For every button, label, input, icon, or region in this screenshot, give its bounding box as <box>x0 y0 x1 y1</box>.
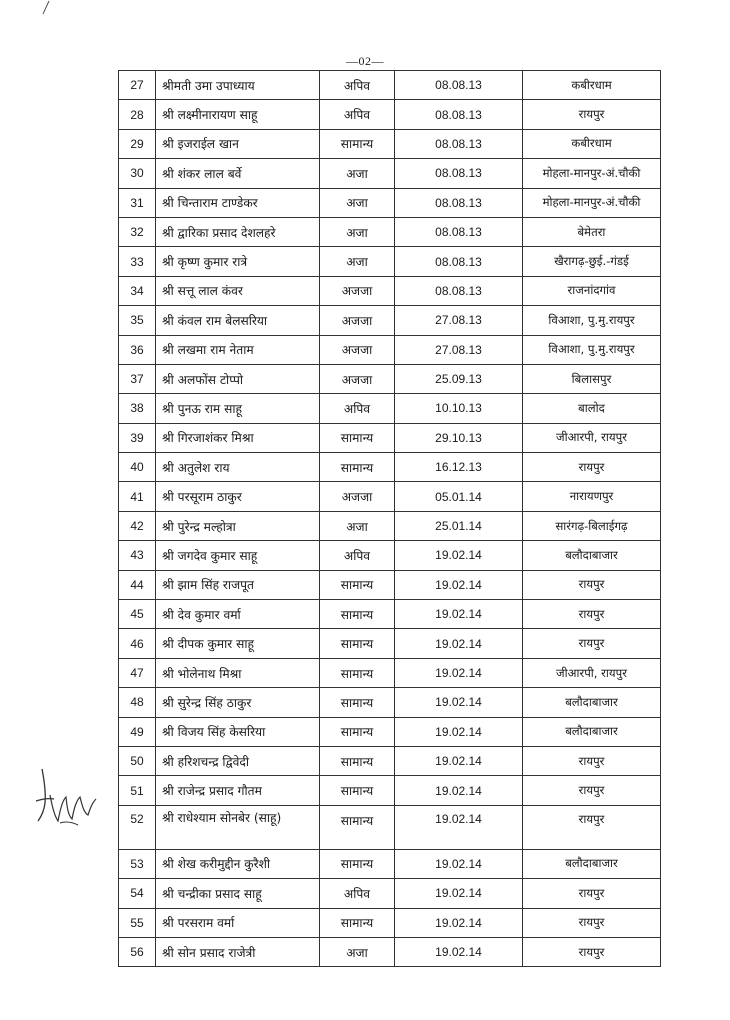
employee-name-cell: श्री सत्तू लाल कंवर <box>156 276 320 305</box>
employee-name-cell: श्री शंकर लाल बर्वे <box>156 159 320 188</box>
employee-name-cell: श्री इजराईल खान <box>156 129 320 158</box>
category-cell: सामान्य <box>320 746 395 775</box>
posting-place-cell: रायपुर <box>523 805 661 849</box>
posting-place-cell: बालोद <box>523 394 661 423</box>
date-cell: 19.02.14 <box>395 805 523 849</box>
serial-number-cell: 40 <box>119 453 156 482</box>
serial-number-cell: 41 <box>119 482 156 511</box>
serial-number-cell: 29 <box>119 129 156 158</box>
category-cell: अजा <box>320 217 395 246</box>
date-cell: 08.08.13 <box>395 129 523 158</box>
table-row <box>119 937 661 966</box>
posting-place-cell: रायपुर <box>523 100 661 129</box>
employee-name-cell: श्री कृष्ण कुमार रात्रे <box>156 247 320 276</box>
posting-place-cell: रायपुर <box>523 879 661 908</box>
table-row <box>119 423 661 452</box>
date-cell: 19.02.14 <box>395 541 523 570</box>
serial-number-cell: 28 <box>119 100 156 129</box>
date-cell: 08.08.13 <box>395 217 523 246</box>
date-cell: 19.02.14 <box>395 746 523 775</box>
table-row <box>119 805 661 849</box>
date-cell: 08.08.13 <box>395 247 523 276</box>
table-row <box>119 159 661 188</box>
category-cell: सामान्य <box>320 600 395 629</box>
table-row <box>119 688 661 717</box>
date-cell: 08.08.13 <box>395 71 523 100</box>
serial-number-cell: 37 <box>119 364 156 393</box>
posting-place-cell: मोहला-मानपुर-अं.चौकी <box>523 159 661 188</box>
category-cell: अपिव <box>320 100 395 129</box>
table-row <box>119 335 661 364</box>
category-cell: सामान्य <box>320 129 395 158</box>
serial-number-cell: 55 <box>119 908 156 937</box>
posting-place-cell: बलौदाबाजार <box>523 717 661 746</box>
serial-number-cell: 50 <box>119 746 156 775</box>
employee-name-cell: श्री परसराम वर्मा <box>156 908 320 937</box>
category-cell: सामान्य <box>320 717 395 746</box>
posting-place-cell: रायपुर <box>523 570 661 599</box>
serial-number-cell: 38 <box>119 394 156 423</box>
date-cell: 19.02.14 <box>395 879 523 908</box>
date-cell: 08.08.13 <box>395 276 523 305</box>
employee-name-cell: श्री हरिशचन्द्र द्विवेदी <box>156 746 320 775</box>
serial-number-cell: 34 <box>119 276 156 305</box>
table-row <box>119 482 661 511</box>
posting-place-cell: सारंगढ़-बिलाईगढ़ <box>523 511 661 540</box>
table-row <box>119 364 661 393</box>
posting-place-cell: जीआरपी, रायपुर <box>523 658 661 687</box>
employee-name-cell: श्री देव कुमार वर्मा <box>156 600 320 629</box>
posting-place-cell: बलौदाबाजार <box>523 541 661 570</box>
date-cell: 19.02.14 <box>395 937 523 966</box>
employee-name-cell: श्री सुरेन्द्र सिंह ठाकुर <box>156 688 320 717</box>
handwritten-initials-signature <box>32 765 104 831</box>
posting-place-cell: रायपुर <box>523 908 661 937</box>
category-cell: सामान्य <box>320 453 395 482</box>
posting-place-cell: राजनांदगांव <box>523 276 661 305</box>
table-row <box>119 217 661 246</box>
date-cell: 19.02.14 <box>395 776 523 805</box>
employee-name-cell: श्री लखमा राम नेताम <box>156 335 320 364</box>
table-row <box>119 717 661 746</box>
table-row <box>119 394 661 423</box>
posting-place-cell: बलौदाबाजार <box>523 849 661 878</box>
date-cell: 29.10.13 <box>395 423 523 452</box>
category-cell: अजा <box>320 937 395 966</box>
serial-number-cell: 45 <box>119 600 156 629</box>
employee-name-cell: श्री लक्ष्मीनारायण साहू <box>156 100 320 129</box>
category-cell: अजजा <box>320 276 395 305</box>
posting-place-cell: बलौदाबाजार <box>523 688 661 717</box>
table-row <box>119 188 661 217</box>
table-row <box>119 306 661 335</box>
stray-pen-mark <box>40 0 52 16</box>
date-cell: 19.02.14 <box>395 600 523 629</box>
employee-name-cell: श्री जगदेव कुमार साहू <box>156 541 320 570</box>
category-cell: सामान्य <box>320 776 395 805</box>
posting-place-cell: रायपुर <box>523 600 661 629</box>
personnel-table-body <box>119 71 661 967</box>
category-cell: सामान्य <box>320 908 395 937</box>
serial-number-cell: 43 <box>119 541 156 570</box>
employee-name-cell: श्री पुरेन्द्र मल्होत्रा <box>156 511 320 540</box>
table-row <box>119 908 661 937</box>
date-cell: 19.02.14 <box>395 717 523 746</box>
category-cell: अजा <box>320 511 395 540</box>
employee-name-cell: श्री चन्द्रीका प्रसाद साहू <box>156 879 320 908</box>
serial-number-cell: 27 <box>119 71 156 100</box>
posting-place-cell: जीआरपी, रायपुर <box>523 423 661 452</box>
date-cell: 19.02.14 <box>395 688 523 717</box>
employee-name-cell: श्री पुनऊ राम साहू <box>156 394 320 423</box>
date-cell: 27.08.13 <box>395 306 523 335</box>
employee-name-cell: श्री राधेश्याम सोनबेर (साहू) <box>156 805 320 849</box>
date-cell: 19.02.14 <box>395 658 523 687</box>
date-cell: 19.02.14 <box>395 908 523 937</box>
serial-number-cell: 49 <box>119 717 156 746</box>
date-cell: 10.10.13 <box>395 394 523 423</box>
posting-place-cell: बेमेतरा <box>523 217 661 246</box>
employee-name-cell: श्री अलफोंस टोप्पो <box>156 364 320 393</box>
table-row <box>119 879 661 908</box>
table-row <box>119 776 661 805</box>
employee-name-cell: श्री कंवल राम बेलसरिया <box>156 306 320 335</box>
serial-number-cell: 48 <box>119 688 156 717</box>
posting-place-cell: रायपुर <box>523 776 661 805</box>
serial-number-cell: 52 <box>119 805 156 849</box>
category-cell: सामान्य <box>320 658 395 687</box>
posting-place-cell: नारायणपुर <box>523 482 661 511</box>
date-cell: 08.08.13 <box>395 188 523 217</box>
category-cell: सामान्य <box>320 805 395 849</box>
employee-name-cell: श्री दीपक कुमार साहू <box>156 629 320 658</box>
date-cell: 27.08.13 <box>395 335 523 364</box>
table-row <box>119 247 661 276</box>
employee-name-cell: श्री अतुलेश राय <box>156 453 320 482</box>
posting-place-cell: बिलासपुर <box>523 364 661 393</box>
serial-number-cell: 54 <box>119 879 156 908</box>
table-row <box>119 629 661 658</box>
table-row <box>119 100 661 129</box>
serial-number-cell: 36 <box>119 335 156 364</box>
employee-name-cell: श्री विजय सिंह केसरिया <box>156 717 320 746</box>
serial-number-cell: 44 <box>119 570 156 599</box>
date-cell: 08.08.13 <box>395 159 523 188</box>
table-row <box>119 511 661 540</box>
posting-place-cell: रायपुर <box>523 746 661 775</box>
category-cell: सामान्य <box>320 570 395 599</box>
employee-name-cell: श्री भोलेनाथ मिश्रा <box>156 658 320 687</box>
date-cell: 16.12.13 <box>395 453 523 482</box>
date-cell: 05.01.14 <box>395 482 523 511</box>
category-cell: सामान्य <box>320 423 395 452</box>
serial-number-cell: 33 <box>119 247 156 276</box>
table-row <box>119 541 661 570</box>
category-cell: अजजा <box>320 482 395 511</box>
category-cell: अजजा <box>320 335 395 364</box>
posting-place-cell: रायपुर <box>523 629 661 658</box>
employee-name-cell: श्री परसूराम ठाकुर <box>156 482 320 511</box>
category-cell: अजजा <box>320 306 395 335</box>
employee-name-cell: श्री झाम सिंह राजपूत <box>156 570 320 599</box>
category-cell: अजा <box>320 159 395 188</box>
category-cell: अपिव <box>320 71 395 100</box>
category-cell: सामान्य <box>320 629 395 658</box>
posting-place-cell: रायपुर <box>523 453 661 482</box>
employee-name-cell: श्रीमती उमा उपाध्याय <box>156 71 320 100</box>
employee-name-cell: श्री राजेन्द्र प्रसाद गौतम <box>156 776 320 805</box>
category-cell: अपिव <box>320 879 395 908</box>
serial-number-cell: 51 <box>119 776 156 805</box>
category-cell: अपिव <box>320 541 395 570</box>
serial-number-cell: 42 <box>119 511 156 540</box>
serial-number-cell: 53 <box>119 849 156 878</box>
serial-number-cell: 35 <box>119 306 156 335</box>
category-cell: अजा <box>320 247 395 276</box>
employee-name-cell: श्री सोन प्रसाद राजेत्री <box>156 937 320 966</box>
serial-number-cell: 31 <box>119 188 156 217</box>
category-cell: सामान्य <box>320 688 395 717</box>
posting-place-cell: खैरागढ़-छुई.-गंडई <box>523 247 661 276</box>
employee-name-cell: श्री चिन्ताराम टाण्डेकर <box>156 188 320 217</box>
employee-name-cell: श्री द्वारिका प्रसाद देशलहरे <box>156 217 320 246</box>
serial-number-cell: 56 <box>119 937 156 966</box>
date-cell: 25.09.13 <box>395 364 523 393</box>
posting-place-cell: कबीरधाम <box>523 71 661 100</box>
date-cell: 19.02.14 <box>395 849 523 878</box>
table-row <box>119 600 661 629</box>
serial-number-cell: 32 <box>119 217 156 246</box>
table-row <box>119 570 661 599</box>
employee-name-cell: श्री गिरजाशंकर मिश्रा <box>156 423 320 452</box>
serial-number-cell: 46 <box>119 629 156 658</box>
employee-name-cell: श्री शेख करीमुद्दीन कुरैशी <box>156 849 320 878</box>
table-row <box>119 849 661 878</box>
table-row <box>119 71 661 100</box>
table-row <box>119 658 661 687</box>
category-cell: अजजा <box>320 364 395 393</box>
serial-number-cell: 47 <box>119 658 156 687</box>
table-row <box>119 129 661 158</box>
posting-place-cell: विआशा, पु.मु.रायपुर <box>523 335 661 364</box>
posting-place-cell: रायपुर <box>523 937 661 966</box>
serial-number-cell: 39 <box>119 423 156 452</box>
personnel-table <box>118 70 661 967</box>
table-row <box>119 746 661 775</box>
category-cell: अपिव <box>320 394 395 423</box>
category-cell: सामान्य <box>320 849 395 878</box>
date-cell: 25.01.14 <box>395 511 523 540</box>
posting-place-cell: विआशा, पु.मु.रायपुर <box>523 306 661 335</box>
date-cell: 08.08.13 <box>395 100 523 129</box>
date-cell: 19.02.14 <box>395 629 523 658</box>
posting-place-cell: मोहला-मानपुर-अं.चौकी <box>523 188 661 217</box>
category-cell: अजा <box>320 188 395 217</box>
date-cell: 19.02.14 <box>395 570 523 599</box>
page-number: —02— <box>346 54 384 68</box>
table-row <box>119 453 661 482</box>
posting-place-cell: कबीरधाम <box>523 129 661 158</box>
serial-number-cell: 30 <box>119 159 156 188</box>
table-row <box>119 276 661 305</box>
